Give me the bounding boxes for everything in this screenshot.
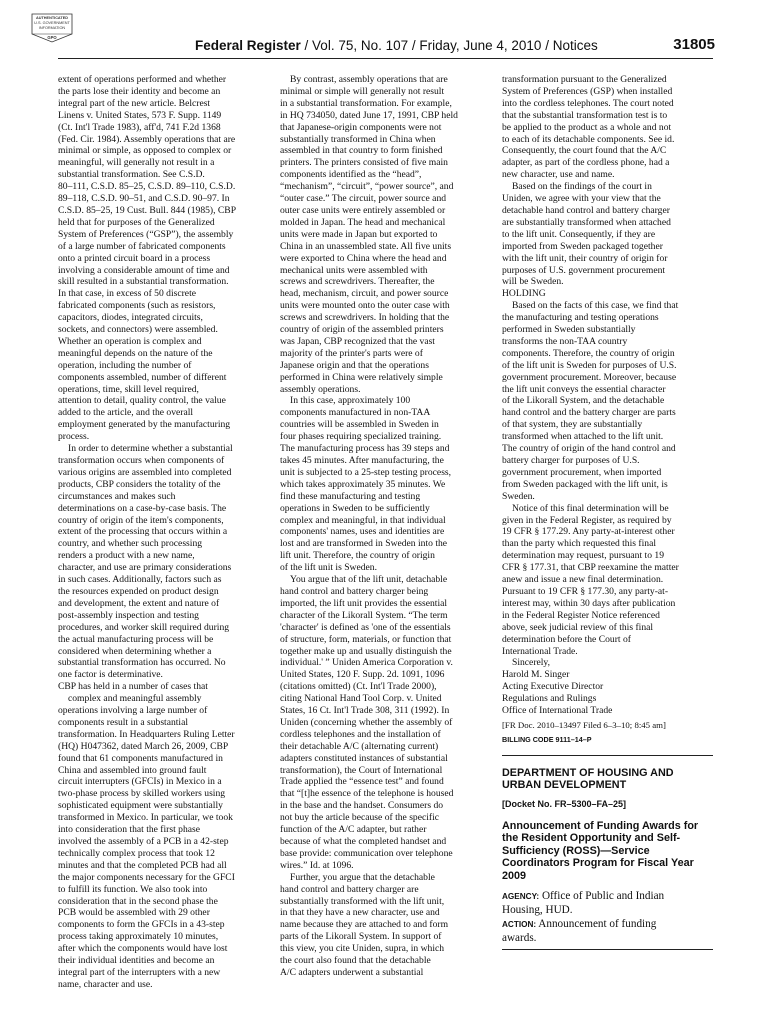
text-line: and development, the extent and nature of [58,597,220,609]
text-line: are substantially transformed when attached [502,216,671,228]
text-line: operations in Sweden to be sufficiently [280,502,430,514]
text-line: Further, you argue that the detachable [290,871,435,883]
text-line: transforms the non-TAA country [502,335,628,347]
svg-text:INFORMATION: INFORMATION [38,26,66,30]
text-line: the major components necessary for the GFCI [58,871,235,883]
text-line: assembly operations. [280,383,361,395]
text-line: country, and whether such processing [58,538,203,550]
text-line: the parts lose their identity and become an [58,85,221,97]
text-line: Based on the facts of this case, we find that [512,300,679,312]
text-line: the resources expended on product design [58,585,219,597]
text-line: majority of the printer's parts were of [280,347,423,359]
text-line: “mechanism”, “circuit”, “power source”, and [280,181,454,193]
text-line: CFR § 177.31, that CBP reexamine the matter [502,562,679,574]
text-line: Uniden (concerning whether the assembly of [280,716,453,728]
text-line: considered when determining whether a [58,645,212,657]
text-line: will be Sweden. [502,276,564,288]
text-line: procedures, and worker skill required during [58,621,230,633]
text-line: China and assembled into ground fault [58,764,207,776]
text-line: PCB would be assembled with 29 other [58,907,210,919]
text-line: head, mechanism, circuit, and power source [280,288,449,300]
text-line: countries will be assembled in Sweden in [280,419,439,431]
text-line: CBP has held in a number of cases that [58,681,208,693]
text-line: minutes and that the completed PCB had all [58,859,227,871]
text-line: involved the assembly of a PCB in a 42-step [58,836,229,847]
text-line: the lift unit conveys the essential character [502,383,666,395]
text-line: States, 16 Ct. Int'l Trade 308, 311 (1992). In [280,705,450,717]
text-line: the court also found that the detachable [280,955,431,967]
text-line: Regulations and Rulings [502,693,597,705]
text-line: hand control and battery charger are [280,883,419,895]
running-head [195,38,598,53]
text-line: integral part of the new article. Belcrest [58,97,211,109]
text-line: found that 61 components manufactured in [58,752,223,764]
agency-block [502,890,713,916]
text-line: in the Federal Register Notice referenced [502,609,660,621]
gpo-authenticated-seal [30,12,74,44]
text-line: takes 45 minutes. After manufacturing, the [280,455,444,466]
text-line: were exported to China where the head and [280,252,447,264]
agency-text: Office of Public and Indian [539,890,665,903]
text-line: be applied to the product as a whole and not [502,121,672,133]
action-text: awards. [502,931,537,944]
text-line: consideration that in the second phase the [58,895,218,907]
text-line: their individual identities and become an [58,955,215,967]
text-line: Notice of this final determination will be [512,502,669,514]
text-line: Acting Executive Director [502,681,604,693]
text-line: into consideration that the first phase [58,824,201,836]
text-line: one factor is determinative. [58,669,163,681]
text-line: name, character and use. [58,978,153,990]
svg-text:GPO: GPO [47,35,57,40]
text-line: given in the Federal Register, as required by [502,514,672,526]
text-line: fabricated components (such as resistors, [58,300,216,312]
text-line: lift unit. Therefore, the country of origin [280,550,435,562]
text-line: determination may request, pursuant to 19 [502,550,664,562]
text-line: screws and screwdrivers. In holding that the [280,312,450,324]
text-line: components manufactured in non-TAA [280,407,431,419]
text-line: process taking approximately 10 minutes, [58,931,219,943]
text-line: parts of the Likorall System. In support of [280,931,442,943]
text-line: The country of origin of the hand control and [502,443,676,455]
text-line: In order to determine whether a substantial [68,443,233,455]
text-line: Based on the findings of the court in [512,181,652,193]
text-line: country of origin of the item's components, [58,514,224,526]
text-line: outer case units were entirely assembled or [280,204,446,216]
text-line: substantial transformation. See C.S.D. [58,169,205,181]
text-line: performed in Sweden substantially [502,324,636,336]
text-line: added to the article, and the overall [58,407,194,419]
docket-number: [Docket No. FR–5300–FA–25] [502,798,627,809]
text-line: minimal or simple, as opposed to complex or [58,145,232,157]
text-line: employment generated by the manufacturing [58,419,231,431]
text-line: that the substantial transformation test is to [502,109,668,121]
text-line: screws and screwdrivers. Thereafter, the [280,276,435,288]
text-line: into the cordless telephones. The court noted [502,97,674,109]
text-line: lost and are transformed in Sweden into the [280,538,448,550]
text-line: components to form the GFCIs in a 43-step [58,919,225,931]
action-block [502,918,713,944]
text-line: various origins are assembled into completed [58,466,232,478]
text-line: of the lift unit is Sweden. [280,562,377,574]
text-line: extent of the processing that occurs within a [58,526,228,538]
text-line: of a large number of fabricated components [58,240,226,252]
text-line: molded in Japan. The head and mechanical [280,216,446,228]
text-line: In this case, approximately 100 [290,395,411,407]
department-line: URBAN DEVELOPMENT [502,779,627,792]
text-line: circuit interrupters (GFCIs) in Mexico in a [58,776,222,788]
text-line: transformation), the Court of International [280,764,443,776]
text-line: meaningful, will generally not result in a [58,157,215,169]
text-line: to fulfill its function. We also took into [58,883,208,895]
text-line: substantial transformation has occurred. No [58,657,226,669]
announcement-line: Coordinators Program for Fiscal Year [502,857,694,870]
text-line: two-phase process by skilled workers using [58,788,226,800]
text-line: Sweden. [502,490,535,502]
agency-text: Housing, HUD. [502,903,573,916]
text-line: Linens v. United States, 573 F. Supp. 1149 [58,109,222,121]
text-line: 89–118, C.S.D. 90–51, and C.S.D. 90–97. In [58,193,230,205]
text-line: components assembled, number of different [58,371,227,383]
text-line: this view, you cite Uniden, supra, in which [280,943,445,955]
text-line: adapters constituted instances of substantial [280,752,448,764]
announcement-line: Announcement of Funding Awards for [502,819,699,832]
text-line: operations involving a large number of [58,705,208,717]
journal-name: Federal Register [195,38,301,53]
text-line: renders a product with a new name, [58,550,195,562]
text-line: was Japan, CBP recognized that the vast [280,335,435,347]
text-line: 80–111, C.S.D. 85–25, C.S.D. 89–110, C.S.D. [58,181,236,193]
text-line: meaningful depends on the nature of the [58,347,213,359]
text-line: sophisticated equipment were substantially [58,800,223,812]
text-line: units were mounted onto the outer case with [280,300,450,312]
text-line: The manufacturing process has 39 steps and [280,443,450,455]
text-line: involving a considerable amount of time and [58,264,230,276]
text-line: units were made in Japan but exported to [280,228,438,240]
text-line: citing National Hand Tool Corp. v. United [280,693,442,705]
text-line: together make up and usually distinguish the [280,645,452,657]
text-line: government procurement, when imported [502,466,662,478]
text-line: (Ct. Int'l Trade 1983), aff'd, 741 F.2d 1368 [58,121,221,133]
billing-code: BILLING CODE 9111–14–P [502,734,592,744]
text-line: circumstances and makes such [58,490,176,502]
department-heading [502,767,713,792]
text-line: transformation pursuant to the Generalized [502,74,667,85]
text-line: four phases requiring specialized training. [280,431,442,443]
text-line: (HQ) H047362, dated March 26, 2009, CBP [58,740,229,752]
text-line: interest may, within 30 days after publication [502,597,676,609]
text-line: (Fed. Cir. 1984). Assembly operations that are [58,133,236,145]
header-rule [58,58,713,59]
text-line: unit is subjected to a 25-step testing process, [280,466,452,478]
text-line: operation, including the number of [58,359,192,371]
text-line: to the lift unit. Consequently, if they are [502,228,656,240]
column-3 [502,74,713,950]
text-line: hand control and battery charger being [280,585,429,597]
text-line: in HQ 734050, dated June 17, 1991, CBP held [280,109,458,121]
text-line: onto a printed circuit board in a process [58,252,211,264]
text-line: China in an unassembled state. All five units [280,240,452,252]
action-label: ACTION: [502,920,537,930]
text-line: determination before the Court of [502,633,631,645]
text-line: components identified as the “head”, [280,169,422,181]
text-line: process. [58,431,90,443]
text-line: country of origin of the assembled printers [280,324,444,336]
agency-label: AGENCY: [502,892,540,902]
announcement-line: Sufficiency (ROSS)—Service [502,844,650,857]
column-2 [280,74,488,979]
text-line: components. Therefore, the country of origin [502,347,675,359]
text-line: character of the Likorall System. “The term [280,609,448,621]
text-line: You argue that of the lift unit, detachable [290,574,448,586]
text-line: of structure, form, materials, or function that [280,633,452,645]
text-line: complex and meaningful assembly [68,693,202,705]
text-line: integral part of the interrupters with a new [58,966,221,978]
issue-details: / Vol. 75, No. 107 / Friday, June 4, 2010 / Notices [300,38,598,53]
text-line: cordless telephones and the installation of [280,728,441,740]
section-divider [502,755,713,756]
text-line: not buy the article because of the specific [280,812,440,824]
text-line: HOLDING [502,288,546,300]
text-line: assembled in that country to form finished [280,145,443,157]
text-line: in such cases. Additionally, factors such as [58,574,222,586]
text-line: performed in China were relatively simple [280,371,443,383]
text-line: anew and issue a new final determination. [502,574,664,586]
text-line: transformation. In Headquarters Ruling Letter [58,728,235,740]
text-line: (citations omitted) (Ct. Int'l Trade 2000), [280,681,437,693]
text-line: “outer case.” The circuit, power source and [280,193,447,205]
text-line: after which the components would have lost [58,943,228,955]
svg-text:U.S. GOVERNMENT: U.S. GOVERNMENT [34,21,70,25]
text-line: operations, time, skill level required, [58,383,199,395]
text-line: transformation occurs when components of [58,455,225,466]
text-line: technically complex process that took 12 [58,847,215,859]
announcement-line: the Resident Opportunity and Self- [502,832,681,845]
text-line: In that case, in excess of 50 discrete [58,288,196,300]
text-line: of that system, they are substantially [502,419,643,431]
svg-text:AUTHENTICATED: AUTHENTICATED [36,16,68,20]
text-line: with the lift unit, their country of origin for [502,252,668,264]
text-line: capacitors, diodes, integrated circuits, [58,312,203,324]
text-line: Japanese origin and that the operations [280,359,429,371]
column-1 [58,74,266,991]
text-line: transformed when attached to the lift unit. [502,431,664,443]
text-line: government procurement. Moreover, because [502,371,677,383]
text-line: 19 CFR § 177.29. Any party-at-interest other [502,526,675,538]
text-line: minimal or simple will generally not result [280,85,445,97]
text-line: detachable hand control and battery charger [502,204,670,216]
text-line: battery charger for purposes of U.S. [502,455,640,466]
column-3-text [502,74,713,717]
text-line: adapter, as part of the cordless phone, had a [502,157,670,169]
text-line: in the base and the handset. Consumers do [280,800,444,812]
text-line: of the lift unit is Sweden for purposes of U.S. [502,359,677,371]
text-line: substantially transformed in China when [280,133,436,145]
text-line: post-assembly inspection and testing [58,609,199,621]
text-line: transformed in Mexico. In particular, we took [58,812,233,824]
text-line: Whether an operation is complex and [58,335,202,347]
text-line: character, and use are primary considerations [58,562,232,574]
text-line: hand control and the battery charger are parts [502,407,676,419]
text-line: Uniden, we agree with your view that the [502,193,661,205]
text-line: from Sweden packaged with the lift unit, is [502,478,668,490]
text-line: Harold M. Singer [502,669,570,681]
announcement-title [502,820,713,883]
page-header [195,38,715,56]
department-line: DEPARTMENT OF HOUSING AND [502,766,674,779]
text-line: substantially transformed with the lift unit, [280,895,445,907]
text-line: that Japanese-origin components were not [280,121,442,133]
text-line: skill resulted in a substantial transformation. [58,276,229,288]
text-line: purposes of U.S. government procurement [502,264,666,276]
text-line: Pursuant to 19 CFR § 177.30, any party-at- [502,585,669,597]
text-line: because of what the completed handset and [280,836,447,847]
text-line: above, seek judicial review of this final [502,621,654,633]
text-line: imported from Sweden packaged together [502,240,663,252]
text-line: mechanical units were assembled with [280,264,428,276]
page-number: 31805 [673,36,715,53]
text-line: base provide: communication over telephone [280,847,453,859]
text-line: components' names, uses and identities are [280,526,445,538]
text-line: to each of its detachable components. See id. [502,133,675,145]
text-line: 'character' is defined as 'one of the essentials [280,621,451,633]
text-line: of the Likorall System, and the detachable [502,395,665,407]
text-line: function of the A/C adapter, but rather [280,824,427,836]
text-line: the actual manufacturing process will be [58,633,214,645]
text-line: imported, the lift unit provides the essential [280,597,448,609]
text-line: than the party which requested this final [502,538,656,550]
text-line: their detachable A/C (alternating current) [280,740,439,752]
text-line: A/C adapters underwent a substantial [280,966,424,978]
text-line: individual.' ” Uniden America Corporation v. [280,657,453,669]
text-line: International Trade. [502,645,578,657]
text-line: in that they have a new character, use and [280,907,440,919]
text-line: find these manufacturing and testing [280,490,421,502]
text-line: held that for purposes of the Generalized [58,216,215,228]
text-line: which takes approximately 35 minutes. We [280,478,446,490]
text-line: the manufacturing and testing operations [502,312,659,324]
text-line: name because they are attached to and form [280,919,449,931]
text-line: new character, use and name. [502,169,615,181]
text-line: C.S.D. 85–25, 19 Cust. Bull. 844 (1985), CBP [58,204,237,216]
text-line: printers. The printers consisted of five main [280,157,448,169]
text-line: Consequently, the court found that the A/C [502,145,667,157]
fr-doc-line: [FR Doc. 2010–13497 Filed 6–3–10; 8:45 am] [502,719,666,730]
text-line: that “[t]he essence of the telephone is housed [280,788,454,800]
text-line: products, CBP considers the totality of the [58,478,221,490]
text-line: determinations on a case-by-case basis. The [58,502,227,514]
text-line: wires.” Id. at 1096. [280,859,354,871]
text-line: System of Preferences (“GSP”), the assembly [58,228,234,240]
text-line: Office of International Trade [502,705,613,717]
text-line: Sincerely, [512,657,551,669]
action-text: Announcement of funding [536,918,657,931]
text-line: sockets, and connectors) were assembled. [58,324,218,336]
text-line: extent of operations performed and whether [58,74,227,85]
text-line: Trade applied the “essence test” and found [280,776,444,788]
text-line: United States, 120 F. Supp. 2d. 1091, 1096 [280,669,445,681]
text-line: By contrast, assembly operations that are [290,74,448,85]
text-line: complex and meaningful, in that individual [280,514,446,526]
text-line: in a substantial transformation. For example, [280,97,452,109]
text-line: System of Preferences (GSP) when installed [502,85,673,97]
text-line: attention to detail, quality control, the value [58,395,226,407]
end-rule [502,949,713,950]
announcement-line: 2009 [502,869,527,882]
text-line: components result in a substantial [58,716,189,728]
